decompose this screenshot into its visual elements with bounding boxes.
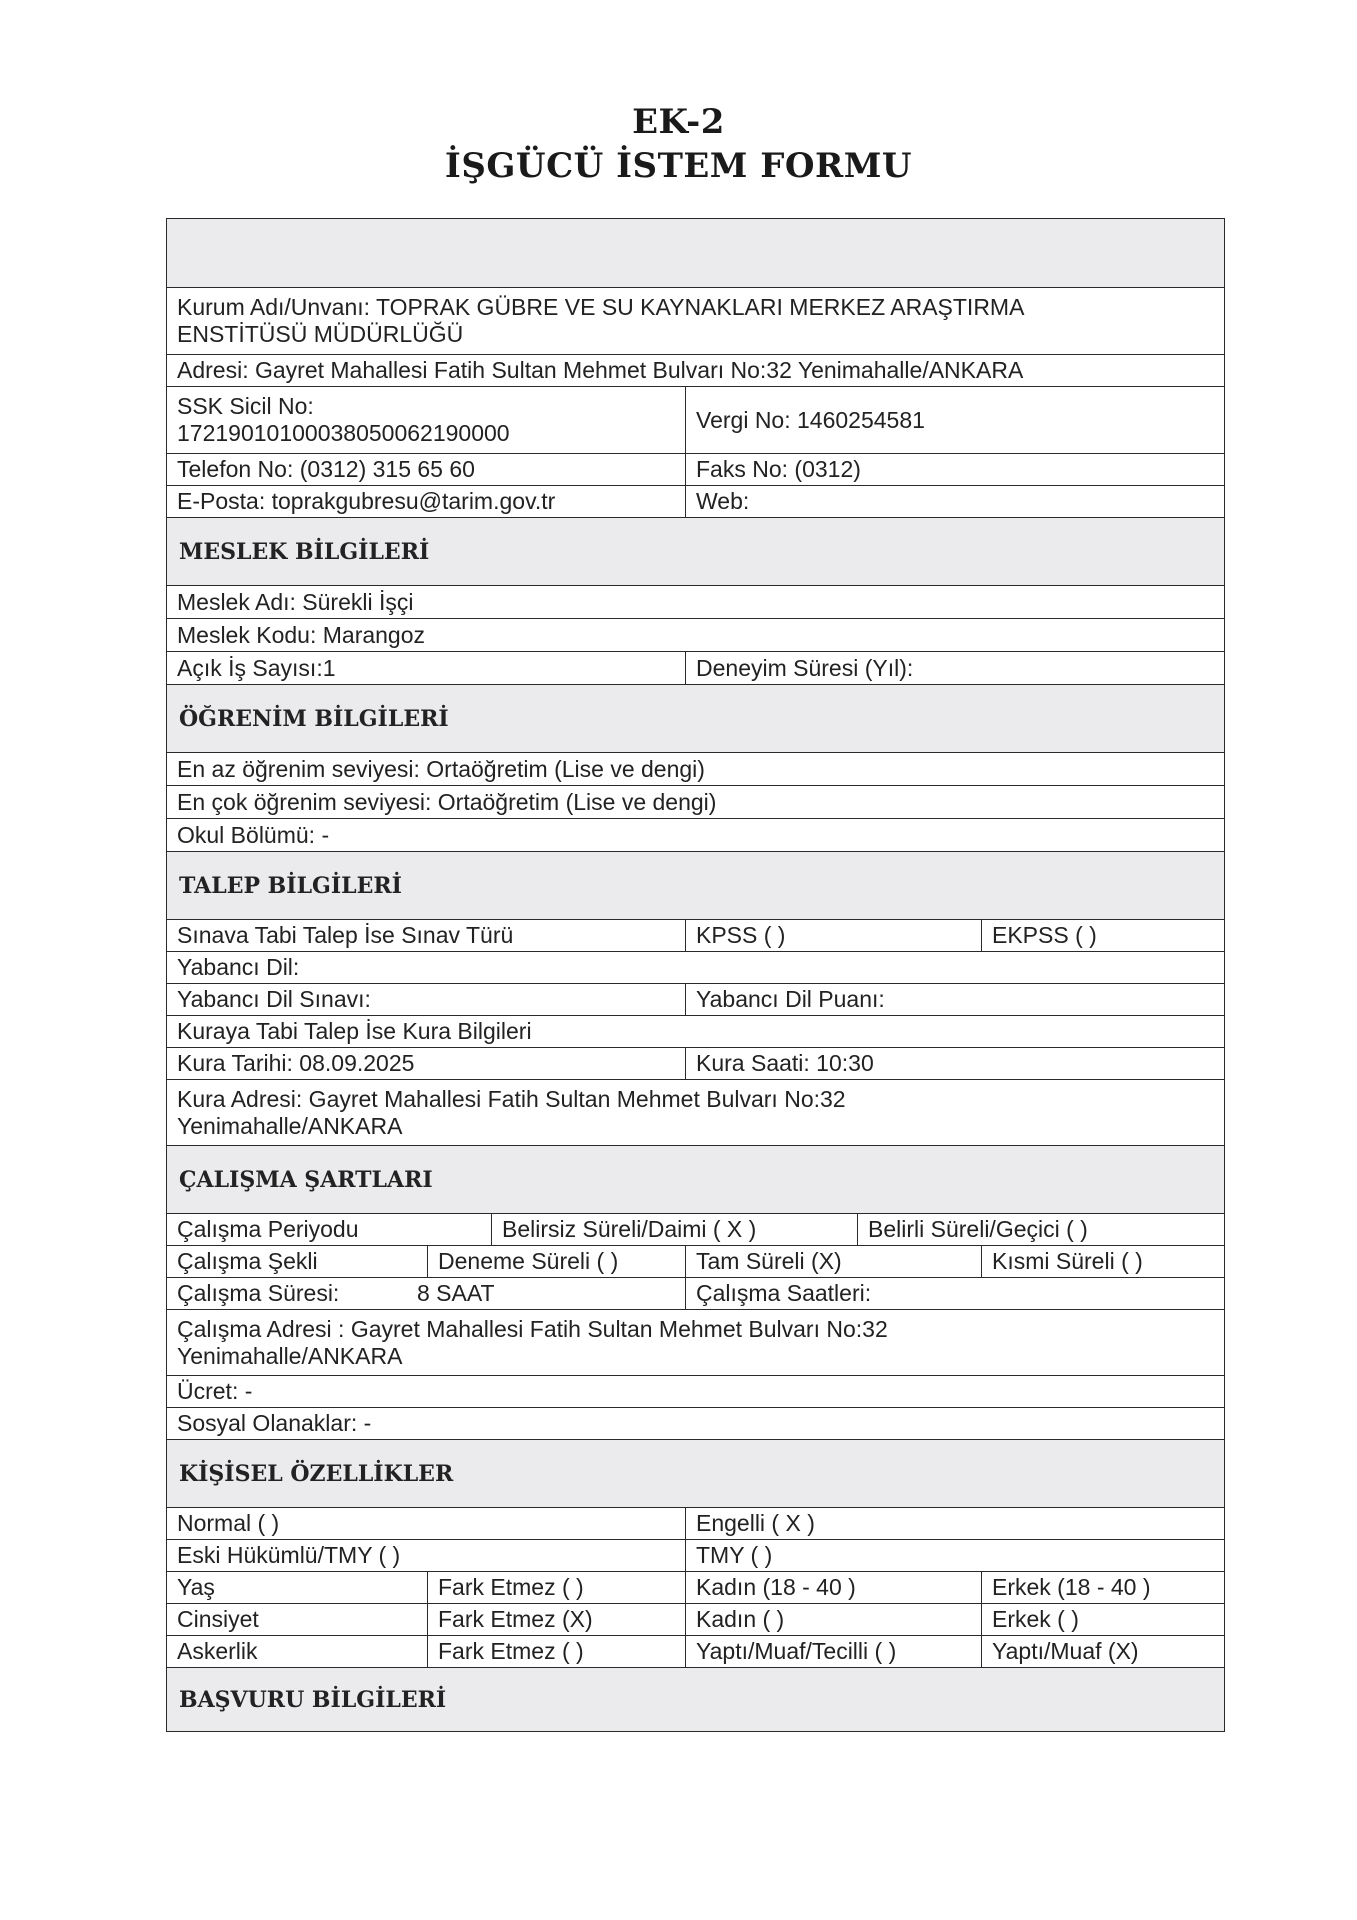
belirsiz-cell: Belirsiz Süreli/Daimi ( X ): [491, 1214, 857, 1245]
sekli-cell: Çalışma Şekli: [177, 1248, 318, 1274]
calisma-adresi-row: [167, 1309, 1224, 1375]
askerlik-fark-cell: Fark Etmez ( ): [427, 1636, 685, 1667]
kisisel-header: KİŞİSEL ÖZELLİKLER: [167, 1439, 1224, 1507]
deneme-cell: Deneme Süreli ( ): [427, 1246, 685, 1277]
deneyim-cell: Deneyim Süresi (Yıl):: [685, 652, 1224, 684]
calisma-adresi-line1: Çalışma Adresi : Gayret Mahallesi Fatih Sultan Mehmet Bulvarı No:32: [177, 1315, 888, 1342]
meslek-header: MESLEK BİLGİLERİ: [167, 517, 1224, 585]
suresi-label: Çalışma Süresi:: [177, 1280, 340, 1306]
en-cok-cell: En çok öğrenim seviyesi: Ortaöğretim (Lise ve dengi): [177, 788, 717, 815]
meslek-adi-row: [167, 585, 1224, 618]
calisma-adresi-line2: Yenimahalle/ANKARA: [177, 1342, 403, 1369]
bolum-row: [167, 818, 1224, 851]
meslek-adi-cell: Meslek Adı: Sürekli İşçi: [177, 588, 414, 615]
ekpss-cell: EKPSS ( ): [981, 920, 1224, 951]
yas-kadin-cell: Kadın (18 - 40 ): [685, 1572, 981, 1603]
address-row: [167, 354, 1224, 386]
eski-hukumlu-cell: Eski Hükümlü/TMY ( ): [177, 1542, 401, 1568]
sosyal-row: [167, 1407, 1224, 1439]
tam-cell: Tam Süreli (X): [685, 1246, 981, 1277]
ogrenim-header: ÖĞRENİM BİLGİLERİ: [167, 684, 1224, 752]
kurum-row: [167, 287, 1224, 354]
cinsiyet-fark-cell: Fark Etmez (X): [427, 1604, 685, 1635]
acik-is-cell: Açık İş Sayısı:1: [177, 654, 336, 681]
askerlik-tecilli-cell: Yaptı/Muaf/Tecilli ( ): [685, 1636, 981, 1667]
telefon-cell: Telefon No: (0312) 315 65 60: [177, 456, 475, 482]
normal-cell: Normal ( ): [177, 1510, 280, 1536]
suresi-cell: [167, 1278, 685, 1309]
kura-adresi-line2: Yenimahalle/ANKARA: [177, 1112, 403, 1139]
kurum-name-cell: [167, 288, 1224, 354]
cinsiyet-cell: Cinsiyet: [177, 1606, 259, 1632]
askerlik-cell: Askerlik: [177, 1638, 258, 1664]
basvuru-header: BAŞVURU BİLGİLERİ: [167, 1667, 1224, 1731]
kura-tarihi-cell: Kura Tarihi: 08.09.2025: [177, 1050, 415, 1076]
tmy-cell: TMY ( ): [685, 1540, 1224, 1571]
askerlik-row: [167, 1635, 1224, 1667]
ssk-label: SSK Sicil No:: [177, 393, 314, 419]
eski-hukumlu-row: [167, 1539, 1224, 1571]
saatleri-cell: Çalışma Saatleri:: [685, 1278, 1224, 1309]
ssk-cell: [167, 387, 685, 453]
yas-fark-cell: Fark Etmez ( ): [427, 1572, 685, 1603]
yas-cell: Yaş: [177, 1574, 215, 1600]
address-cell: Adresi: Gayret Mahallesi Fatih Sultan Mehmet Bulvarı No:32 Yenimahalle/ANKARA: [177, 357, 1024, 383]
eposta-cell: E-Posta: toprakgubresu@tarim.gov.tr: [177, 488, 556, 514]
sinav-turu-row: [167, 919, 1224, 951]
faks-cell: Faks No: (0312): [685, 454, 1224, 485]
ucret-cell: Ücret: -: [177, 1378, 253, 1404]
en-az-cell: En az öğrenim seviyesi: Ortaöğretim (Lise ve dengi): [177, 755, 705, 782]
belirli-cell: Belirli Süreli/Geçici ( ): [857, 1214, 1224, 1245]
web-cell: Web:: [685, 486, 1224, 517]
meslek-kodu-row: [167, 618, 1224, 651]
calisma-suresi-row: [167, 1277, 1224, 1309]
acik-is-row: [167, 651, 1224, 684]
ssk-value: 17219010100038050062190000: [177, 420, 510, 446]
dil-puani-cell: Yabancı Dil Puanı:: [685, 984, 1224, 1015]
kurum-name-line2: ENSTİTÜSÜ MÜDÜRLÜĞÜ: [177, 321, 464, 347]
cinsiyet-kadin-cell: Kadın ( ): [685, 1604, 981, 1635]
kurum-name-line1: Kurum Adı/Unvanı: TOPRAK GÜBRE VE SU KAYNAKLARI MERKEZ ARAŞTIRMA: [177, 294, 1025, 320]
top-blank-band: [167, 219, 1224, 287]
yabanci-dil-row: [167, 951, 1224, 983]
eposta-web-row: [167, 485, 1224, 517]
document-title: İŞGÜCÜ İSTEM FORMU: [444, 146, 913, 186]
normal-engelli-row: [167, 1507, 1224, 1539]
dil-sinavi-row: [167, 983, 1224, 1015]
kura-adresi-line1: Kura Adresi: Gayret Mahallesi Fatih Sultan Mehmet Bulvarı No:32: [177, 1085, 846, 1112]
yas-erkek-cell: Erkek (18 - 40 ): [981, 1572, 1224, 1603]
dil-sinavi-cell: Yabancı Dil Sınavı:: [177, 986, 371, 1012]
kura-saati-cell: Kura Saati: 10:30: [685, 1048, 1224, 1079]
kura-bilgileri-row: [167, 1015, 1224, 1047]
yabanci-dil-cell: Yabancı Dil:: [177, 954, 300, 980]
suresi-value: 8 SAAT: [417, 1280, 495, 1306]
document-title-ek: EK-2: [632, 102, 725, 142]
calisma-periyodu-row: [167, 1213, 1224, 1245]
kura-bilgileri-cell: Kuraya Tabi Talep İse Kura Bilgileri: [177, 1018, 532, 1044]
en-cok-row: [167, 785, 1224, 818]
telefon-faks-row: [167, 453, 1224, 485]
kpss-cell: KPSS ( ): [685, 920, 981, 951]
meslek-kodu-cell: Meslek Kodu: Marangoz: [177, 621, 426, 648]
bolum-cell: Okul Bölümü: -: [177, 821, 330, 848]
ucret-row: [167, 1375, 1224, 1407]
calisma-adresi-cell: [167, 1310, 1224, 1375]
cinsiyet-erkek-cell: Erkek ( ): [981, 1604, 1224, 1635]
yas-row: [167, 1571, 1224, 1603]
askerlik-muaf-cell: Yaptı/Muaf (X): [981, 1636, 1224, 1667]
en-az-row: [167, 752, 1224, 785]
kura-adresi-row: [167, 1079, 1224, 1145]
form-table: [166, 218, 1225, 1732]
engelli-cell: Engelli ( X ): [685, 1508, 1224, 1539]
periyodu-cell: Çalışma Periyodu: [177, 1216, 359, 1242]
vergi-cell: Vergi No: 1460254581: [685, 387, 1224, 453]
kura-tarih-row: [167, 1047, 1224, 1079]
ssk-vergi-row: [167, 386, 1224, 453]
sinav-turu-cell: Sınava Tabi Talep İse Sınav Türü: [177, 922, 514, 948]
calisma-sekli-row: [167, 1245, 1224, 1277]
cinsiyet-row: [167, 1603, 1224, 1635]
talep-header: TALEP BİLGİLERİ: [167, 851, 1224, 919]
sosyal-cell: Sosyal Olanaklar: -: [177, 1410, 372, 1436]
kismi-cell: Kısmi Süreli ( ): [981, 1246, 1224, 1277]
calisma-header: ÇALIŞMA ŞARTLARI: [167, 1145, 1224, 1213]
kura-adresi-cell: [167, 1080, 1224, 1145]
